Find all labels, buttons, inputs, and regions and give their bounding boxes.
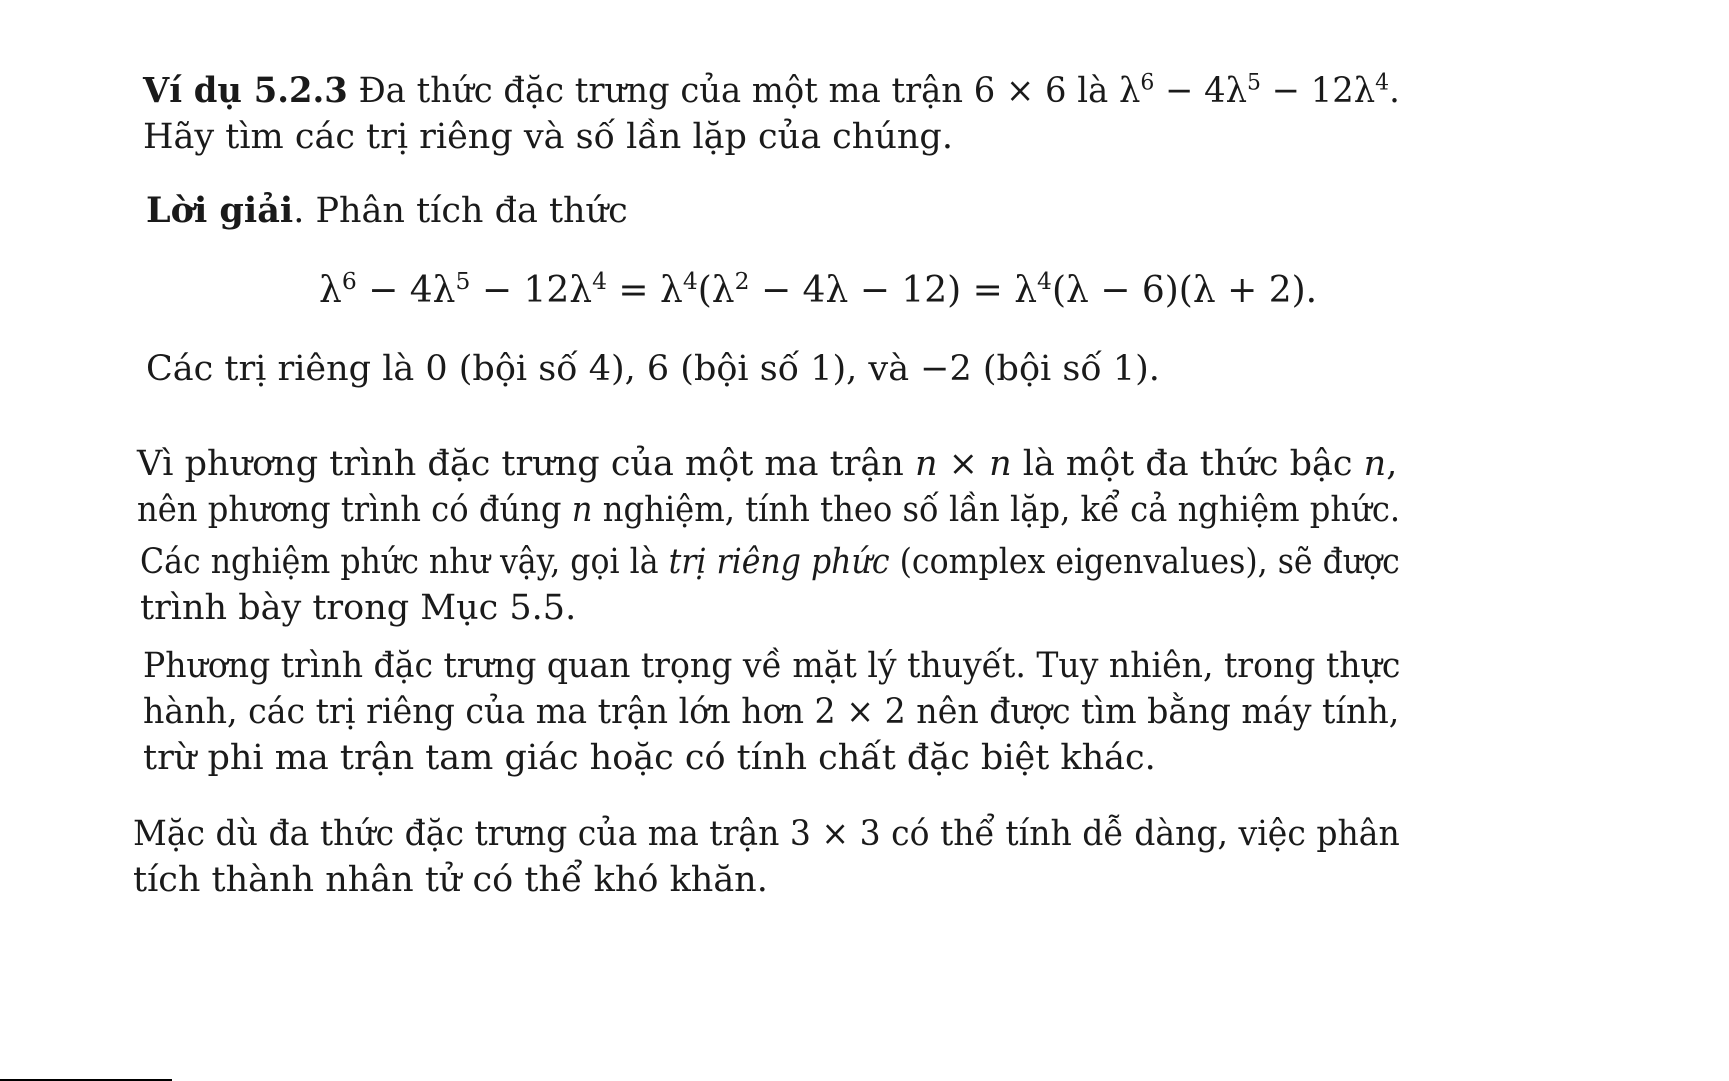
example-statement-line-2: Hãy tìm các trị riêng và số lần lặp của chúng. bbox=[143, 117, 953, 157]
exponent: 5 bbox=[455, 267, 471, 295]
paragraph-4-line-2: tích thành nhân tử có thể khó khăn. bbox=[133, 860, 768, 900]
exponent: 4 bbox=[592, 267, 607, 295]
eq-term: = λ bbox=[606, 270, 683, 311]
solution-intro bbox=[146, 188, 628, 234]
paragraph-1-line-1 bbox=[137, 441, 1397, 487]
example-text: Đa thức đặc trưng của một ma trận 6 × 6 là λ bbox=[347, 71, 1141, 111]
solution-label: Lời giải bbox=[146, 190, 294, 231]
eq-term: − 12λ bbox=[470, 270, 593, 311]
math-var: n bbox=[989, 444, 1012, 484]
paragraph-2-line-2: trình bày trong Mục 5.5. bbox=[140, 588, 577, 628]
exponent: 4 bbox=[1037, 267, 1052, 295]
factorization-equation bbox=[319, 268, 1317, 314]
text: Các nghiệm phức như vậy, gọi là bbox=[140, 542, 669, 582]
text: là một đa thức bậc bbox=[1011, 444, 1364, 484]
math-var: n bbox=[1363, 444, 1387, 484]
exponent: 6 bbox=[341, 267, 357, 295]
paragraph-3-line-2: hành, các trị riêng của ma trận lớn hơn 2 × 2 nên được tìm bằng máy tính, bbox=[143, 692, 1400, 732]
exponent: 4 bbox=[1375, 69, 1390, 96]
example-text: − 12λ bbox=[1260, 71, 1376, 111]
italic-term: trị riêng phức bbox=[668, 542, 890, 582]
example-statement-line-1 bbox=[143, 68, 1400, 114]
math-var: n bbox=[914, 444, 938, 484]
example-text: . bbox=[1389, 71, 1400, 111]
text: , bbox=[1386, 444, 1398, 484]
paragraph-3-line-1: Phương trình đặc trưng quan trọng về mặt lý thuyết. Tuy nhiên, trong thực bbox=[143, 646, 1401, 686]
text: Vì phương trình đặc trưng của một ma trận bbox=[137, 444, 915, 484]
text: (complex eigenvalues), sẽ được bbox=[889, 542, 1400, 582]
paragraph-3-line-3: trừ phi ma trận tam giác hoặc có tính chất đặc biệt khác. bbox=[143, 738, 1156, 778]
eigenvalue-result: Các trị riêng là 0 (bội số 4), 6 (bội số 1), và −2 (bội số 1). bbox=[146, 349, 1160, 389]
paragraph-4-line-1: Mặc dù đa thức đặc trưng của ma trận 3 × 3 có thể tính dễ dàng, việc phân bbox=[133, 814, 1400, 854]
text: × bbox=[937, 444, 990, 484]
math-var: n bbox=[571, 490, 593, 530]
example-label: Ví dụ 5.2.3 bbox=[143, 70, 348, 111]
exponent: 2 bbox=[734, 267, 750, 295]
exponent: 6 bbox=[1140, 69, 1155, 96]
paragraph-1-line-2 bbox=[137, 487, 1400, 533]
eq-term: − 4λ bbox=[356, 270, 456, 311]
text: nên phương trình có đúng bbox=[137, 490, 572, 530]
eq-term: − 4λ − 12) = λ bbox=[749, 270, 1038, 311]
text: nghiệm, tính theo số lần lặp, kể cả nghiệm phức. bbox=[592, 490, 1401, 530]
eq-term: λ bbox=[319, 270, 342, 311]
example-text: − 4λ bbox=[1154, 71, 1248, 111]
paragraph-2-line-1 bbox=[140, 539, 1400, 585]
solution-intro-text: . Phân tích đa thức bbox=[293, 191, 628, 231]
eq-term: (λ − 6)(λ + 2). bbox=[1051, 270, 1318, 311]
exponent: 4 bbox=[682, 267, 698, 295]
eq-term: (λ bbox=[697, 270, 735, 311]
exponent: 5 bbox=[1247, 69, 1261, 96]
